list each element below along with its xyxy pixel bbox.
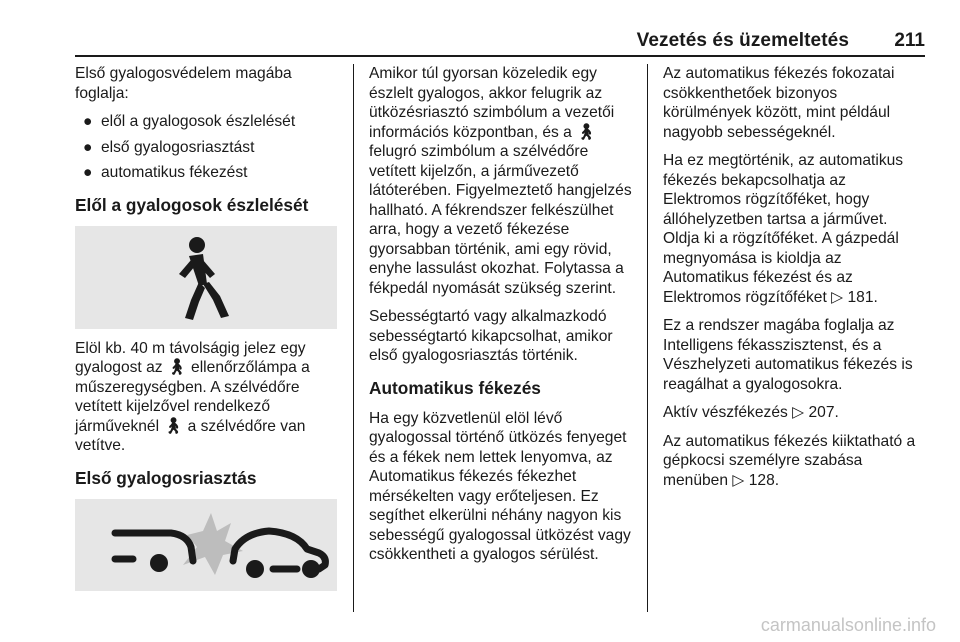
detection-paragraph: Elöl kb. 40 m távolságig jelez egy gyalogost az 🚶︎ ellenőrzőlámpa a műszeregységben. A szélvédőre vetített kijelzővel rendelkező járműveknél 🚶︎ a szélvédőre van vetítve. [75,339,310,454]
feature-list [75,112,337,183]
column-divider-2 [647,64,648,612]
collision-icon [75,499,337,591]
personalization-paragraph: Az automatikus fékezés kiiktatható a gépkocsi személyre szabása menüben ▷ 128. [663,432,916,489]
page-reference-link[interactable]: 128. [748,471,780,489]
brake-assist-paragraph: Ez a rendszer magába foglalja az Intelligens fékasszisztenst, és a Vészhelyzeti automatikus fékezés is reagálhat a gyalogosokra. [663,317,913,393]
emergency-braking-reference: Aktív vészfékezés ▷ 207. [663,404,839,421]
list-item: ● automatikus fékezést [83,164,248,181]
alert-paragraph: Amikor túl gyorsan közeledik egy észlelt gyalogos, akkor felugrik az ütközésriasztó szimbólum a vezetői információs központban, és a 🚶︎ felugró szimbólum a szélvédőre vetített kijelzőn, a járművezető látóterében. Figyelmeztető hangjelzés hallható. A fékrendszer felkészülhet arra, hogy a vezető fékezése gyorsabban történik, ami egy rövid, enyhe lassulást okozhat. Folytassa a fékpedál nyomását szükség szerint. [369,65,632,297]
section-heading-alert: Első gyalogosriasztás [75,467,257,488]
intro-text: Első gyalogosvédelem magába foglalja: [75,65,292,102]
pedestrian-figure [75,226,337,329]
bullet-icon: ● [83,113,93,130]
braking-levels-paragraph: Az automatikus fékezés fokozatai csökkenthetőek bizonyos körülmények között, mint például nagyobb sebességeknél. [663,65,895,141]
reference-arrow-icon: ▷ [732,471,745,489]
watermark: carmanualsonline.info [760,615,936,635]
cruise-control-paragraph: Sebességtartó vagy alkalmazkodó sebességtartó kikapcsolhat, amikor első gyalogosriasztás történik. [369,308,613,364]
section-heading-detection: Elől a gyalogosok észlelését [75,194,309,215]
page-reference-link[interactable]: 181. [847,288,878,306]
collision-figure [75,499,337,591]
column-divider-1 [353,64,354,612]
section-heading-auto-braking: Automatikus fékezés [369,377,541,398]
header-title: Vezetés és üzemeltetés [636,30,849,51]
list-item: ● elől a gyalogosok észlelését [83,113,296,130]
auto-braking-paragraph: Ha egy közvetlenül elöl lévő gyalogossal történő ütközés fenyeget és a fékek nem lettek lenyomva, az Automatikus fékezés fékezhet mérsékelten vagy erőteljesen. Ez segíthet elkerülni néhány nagyon kis sebességű gyalogossal ütközést vagy csökkentheti a gyalogos sérülést. [369,409,631,563]
pedestrian-icon: 🚶︎ [163,417,184,435]
column-3 [663,64,926,499]
bullet-icon: ● [83,138,93,156]
header-rule [75,55,925,57]
pedestrian-icon: 🚶︎ [576,123,596,141]
page-reference-link[interactable]: 207. [808,404,839,421]
parking-brake-paragraph: Ha ez megtörténik, az automatikus fékezés bekapcsolhatja az Elektromos rögzítőféket, hogy állóhelyzetben tartsa a járművet. Oldja ki a rögzítőféket. A gázpedál megnyomása is kioldja az Automatikus fékezést és az Elektromos rögzítőféket ▷ 181. [663,152,904,306]
reference-arrow-icon: ▷ [792,404,805,421]
column-1 [75,64,337,601]
reference-arrow-icon: ▷ [831,288,844,306]
list-item: ● első gyalogosriasztást [83,138,255,156]
column-2 [369,64,632,574]
pedestrian-icon [75,226,337,329]
pedestrian-icon: 🚶︎ [166,359,187,376]
bullet-icon: ● [83,164,93,181]
page-header [75,0,925,56]
page-number: 211 [894,30,925,51]
